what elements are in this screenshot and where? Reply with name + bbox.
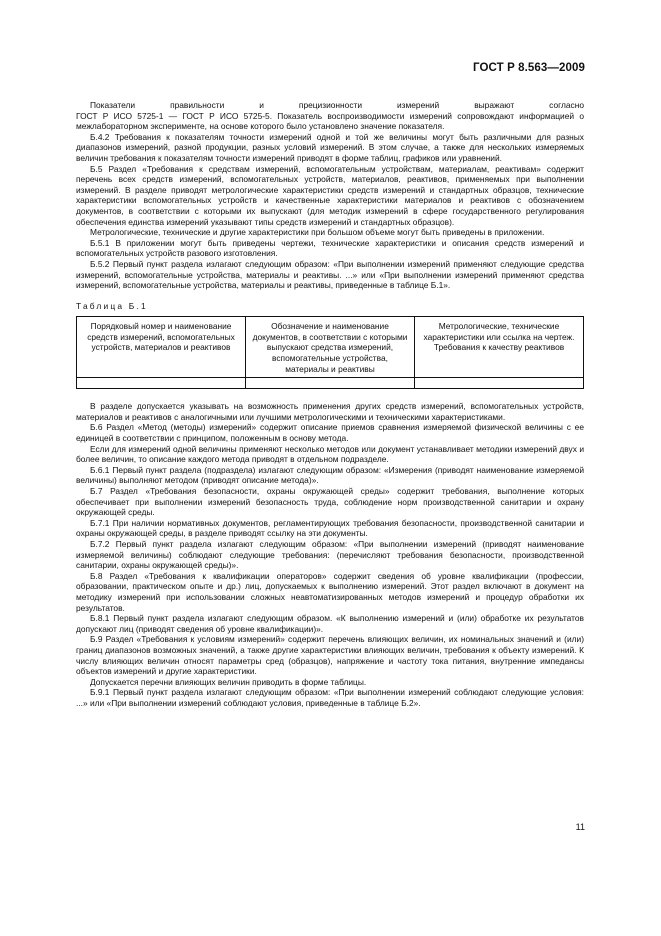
table-b1 [76,316,584,389]
paragraph: Б.6.1 Первый пункт раздела (подраздела) излагают следующим образом: «Измерения (приводят наименование измеряемой величины) выполняют методом (приводят описание метода)». [76,464,584,486]
table-cell [415,378,584,389]
table-header-row [77,317,584,378]
paragraph: Если для измерений одной величины применяют несколько методов или документ устанавливает методики измерений двух и более величин, то описание каждого метода приводят в отдельном подразделе. [76,443,584,465]
page-number: 11 [575,822,585,832]
paragraph: Б.6 Раздел «Метод (методы) измерений» содержит описание приемов сравнения измеряемой физической величины с ее единицей в соответствии с принципом, положенным в основу метода. [76,422,584,444]
paragraph: Б.8 Раздел «Требования к квалификации операторов» содержит сведения об уровне квалификации (профессии, образовании, практическом опыте и др.) лиц, допускаемых к выполнению измерений. Этот раздел включают в документ на методику измерений при использовании сложных неавтоматизированных методов измерений и процедур обработки их результатов. [76,570,584,613]
table-header-cell: Метрологические, технические характеристики или ссылка на чертеж. Требования к качеству реактивов [415,317,584,378]
page-body [76,100,584,708]
table-header-cell: Обозначение и наименование документов, в соответствии с которыми выпускают средства измерений, вспомогательные устройства, материалы и реактивы [246,317,415,378]
paragraph: Б.4.2 Требования к показателям точности измерений одной и той же величины могут быть различными для разных диапазонов измерений, разной продукции, разных условий измерений. В этом случае, а также для нескольких измеряемых величин требования к показателям точности измерений приводят в форме таблиц, графиков или уравнений. [76,131,584,163]
paragraph: В разделе допускается указывать на возможность применения других средств измерений, вспомогательных устройств, материалов и реактивов с аналогичными или лучшими метрологическими и техническими характеристиками. [76,401,584,422]
paragraph: Допускается перечни влияющих величин приводить в форме таблицы. [90,676,367,687]
paragraph: Б.5.1 В приложении могут быть приведены чертежи, технические характеристики и описания средств измерений и вспомогательных устройств разового изготовления. [76,237,584,259]
table-cell [246,378,415,389]
table-cell [77,378,246,389]
paragraph: ГОСТ Р ИСО 5725-1 — ГОСТ Р ИСО 5725-5. Показатель воспроизводимости измерений сопровождают информацией о межлабораторном эксперименте, на основе которого было установлено значение показателя. [76,110,584,132]
paragraph: Показатели правильности и прецизионности измерений выражают согласно [90,100,584,110]
paragraph: Б.7.1 При наличии нормативных документов, регламентирующих требования безопасности, производственной санитарии и охраны окружающей среды, в разделе приводят ссылку на эти документы. [76,517,584,539]
paragraph: Б.9.1 Первый пункт раздела излагают следующим образом: «При выполнении измерений соблюдают следующие условия: ...» или «При выполнении измерений соблюдают условия, приведенные в таблице Б.2». [76,687,584,708]
paragraph: Б.7.2 Первый пункт раздела излагают следующим образом: «При выполнении измерений (приводят наименование измеряемой величины) соблюдают следующие требования: (перечисляют требования безопасности, производственной санитарии, охраны окружающей среды)». [76,538,584,571]
paragraph: Б.5.2 Первый пункт раздела излагают следующим образом: «При выполнении измерений применяют следующие средства измерений, вспомогательные устройства, материалы и реактивы. ...» или «При выполнении измерений применяют средства измерений, вспомогательные устройства, материалы и реактивы, приведенные в таблице Б.1». [76,258,584,291]
document-code-header: ГОСТ Р 8.563—2009 [473,62,585,74]
paragraph: Б.9 Раздел «Требования к условиям измерений» содержит перечень влияющих величин, их номинальных значений и (или) границ диапазонов возможных значений, а также другие характеристики влияющих величин, требования к объекту измерений. К числу влияющих величин относят параметры сред (образцов), напряжение и частоту тока питания, внутренние импедансы объектов измерений и другие характеристики. [76,634,584,677]
paragraph: Б.8.1 Первый пункт раздела излагают следующим образом. «К выполнению измерений и (или) обработке их результатов допускают лиц (приводят сведения об уровне квалификации)». [76,613,584,634]
table-caption: Таблица Б.1 [76,300,148,311]
table-empty-row [77,378,584,389]
paragraph: Б.5 Раздел «Требования к средствам измерений, вспомогательным устройствам, материалам, реактивам» содержит перечень всех средств измерений, вспомогательных устройств, материалов, реактивов, применяемых при выполнении измерений. В разделе приводят метрологические характеристики средств измерений и стандартных образцов, технические характеристики вспомогательных устройств и качественные характеристики материалов и реактивов с обозначением документов, в соответствии с которыми их выпускают (для методик измерений в сфере государственного регулирования обеспечения единства измерений указывают типы средств измерений и стандартных образцов). [76,163,584,227]
paragraph: Метрологические, технические и другие характеристики при большом объеме могут быть приведены в приложении. [90,227,545,238]
table-header-cell: Порядковый номер и наименование средств измерений, вспомогательных устройств, материалов и реактивов [77,317,246,378]
paragraph: Б.7 Раздел «Требования безопасности, охраны окружающей среды» содержит требования, выполнение которых обеспечивает при выполнении измерений безопасность труда, соблюдение норм производственной санитарии и охрану окружающей среды. [76,486,584,518]
